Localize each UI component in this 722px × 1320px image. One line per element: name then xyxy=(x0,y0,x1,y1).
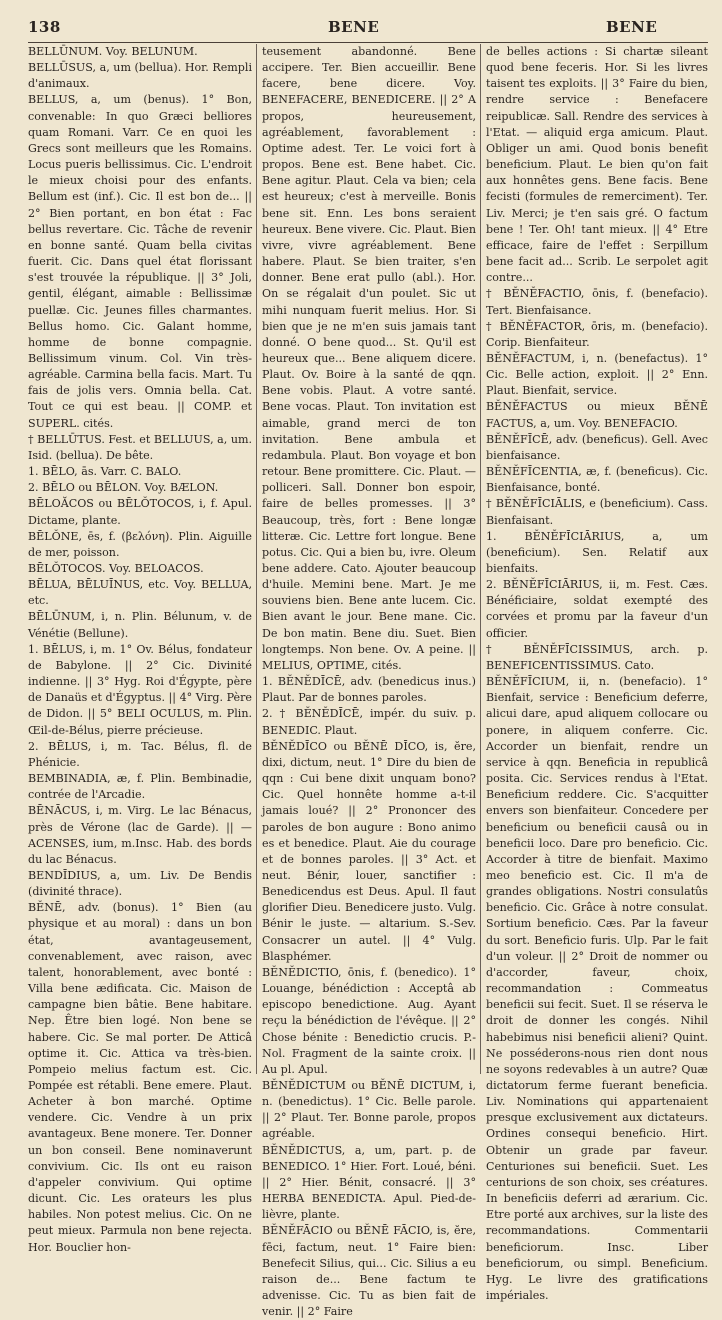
dictionary-entry: teusement abandonné. Bene accipere. Ter. Bien accueillir. Bene facere, bene dicere. Voy. BENEFACERE, BENEDICERE. || 2° A propos, heureusement, agréablement, favorablement : Optime adest. Ter. Le voici fort à propos. Bene est. Bene habet. Cic. Bene agitur. Plaut. Cela va bien; cela est heureux; c'est à merveille. Bonis bene sit. Enn. Les bons seraient heureux. Bene vivere. Cic. Plaut. Bien vivre, vivre agréablement. Bene habere. Plaut. Se bien traiter, s'en donner. Bene erat pullo (abl.). Hor. On se régalait d'un poulet. Sic ut mihi nunquam fuerit melius. Hor. Si bien que je ne m'en suis jamais tant donné. O bene quod... St. Qu'il est heureux que... Bene aliquem dicere. Plaut. Ov. Boire à la santé de qqn. Bene vobis. Plaut. A votre santé. Bene vocas. Plaut. Ton invitation est aimable, grand merci de ton invitation. Bene ambula et redambula. Plaut. Bon voyage et bon retour. Bene promittere. Cic. Plaut. — polliceri. Sall. Donner bon espoir, faire de belles promesses. || 3° Beaucoup, très, fort : Bene longæ litteræ. Cic. Lettre fort longue. Bene potus. Cic. Qui a bien bu, ivre. Oleum bene addere. Cato. Ajouter beaucoup d'huile. Memini bene. Mart. Je me souviens bien. Bene ante lucem. Cic. Bien avant le jour. Bene mane. Cic. De bon matin. Bene diu. Suet. Bien longtemps. Non bene. Ov. A peine. || MELIUS, OPTIME, cités. xyxy=(262,45,476,672)
dictionary-entry: BĔNĔDĪCO ou BĔNĒ DĪCO, is, ĕre, dixi, dictum, neut. 1° Dire du bien de qqn : Cui bene dixit unquam bono? Cic. Quel honnête homme a-t-il jamais loué? || 2° Prononcer des paroles de bon augure : Bono animo es et benedice. Plaut. Aie du courage et de bonnes paroles. || 3° Act. et neut. Bénir, louer, sanctifier : Benedicendus est Deus. Apul. Il faut glorifier Dieu. Benedicere justo. Vulg. Bénir le juste. — altarium. S.-Sev. Consacrer un autel. || 4° Vulg. Blasphémer. xyxy=(262,739,476,963)
running-head-right: BENE xyxy=(606,18,658,36)
column-1 xyxy=(28,44,253,1254)
dictionary-entry: BĔNĒ, adv. (bonus). 1° Bien (au physique et au moral) : dans un bon état, avantageusement, convenablement, avec raison, avec talent, honorablement, avec bonté : Villa bene ædificata. Cic. Maison de campagne bien bâtie. Bene habitare. Nep. Être bien logé. Non bene se habere. Cic. Se mal porter. De Atticâ optime it. Cic. Attica va très-bien. Pompeio melius factum est. Cic. Pompée est rétabli. Bene emere. Plaut. Acheter à bon marché. Optime vendere. Cic. Vendre à un prix avantageux. Bene monere. Ter. Donner un bon conseil. Bene nominaverunt convivium. Cic. Ils ont eu raison d'appeler convivium. Qui optime dicunt. Cic. Les orateurs les plus habiles. Non potest melius. Cic. On ne peut mieux. Parmula non bene rejecta. Hor. Bouclier hon- xyxy=(28,901,252,1254)
dictionary-entry: 2. BĒLO ou BĒLON. Voy. BÆLON. xyxy=(28,481,219,495)
dictionary-entry: 1. BĔNĔDĪCĒ, adv. (benedicus inus.) Plaut. Par de bonnes paroles. xyxy=(262,675,476,705)
running-head-center: BENE xyxy=(328,18,380,36)
page-number: 138 xyxy=(28,18,61,36)
dictionary-entry: † BĔNĔFĪCIĀLIS, e (beneficium). Cass. Bienfaisant. xyxy=(486,497,708,527)
dictionary-entry: BELLŪSUS, a, um (bellua). Hor. Rempli d'animaux. xyxy=(28,61,252,91)
dictionary-entry: BĒLOĂCOS ou BĒLŎTOCOS, i, f. Apul. Dictame, plante. xyxy=(28,497,252,527)
dictionary-entry: BĔNĔFĀCIO ou BĔNĒ FĀCIO, is, ĕre, fēci, factum, neut. 1° Faire bien: Benefecit Silius, qui... Cic. Silius a eu raison de... Bene factum te advenisse. Cic. Tu as bien fait de venir. || 2° Faire xyxy=(262,1224,476,1319)
dictionary-entry: 1. BĔNĔFĪCIĀRIUS, a, um (beneficium). Sen. Relatif aux bienfaits. xyxy=(486,529,708,575)
dictionary-entry: BĒLUA, BĒLUĪNUS, etc. Voy. BELLUA, etc. xyxy=(28,578,252,608)
dictionary-entry: 1. BĒLUS, i, m. 1° Ov. Bélus, fondateur de Babylone. || 2° Cic. Divinité indienne. || 3° Hyg. Roi d'Égypte, père de Danaüs et d'Égyptus. || 4° Virg. Père de Didon. || 5° BELI OCULUS, m. Plin. Œil-de-Bélus, pierre précieuse. xyxy=(28,642,252,737)
dictionary-entry: BĔNĔFACTUS ou mieux BĔNĒ FACTUS, a, um. Voy. BENEFACIO. xyxy=(486,400,708,430)
dictionary-entry: 2. BĔNĔFĪCIĀRIUS, ii, m. Fest. Cæs. Bénéficiaire, soldat exempté des corvées et promu par la faveur d'un officier. xyxy=(486,578,708,640)
dictionary-entry: 2. † BĔNĔDĪCĒ, impér. du suiv. p. BENEDIC. Plaut. xyxy=(262,707,476,737)
header-rule xyxy=(28,42,708,43)
dictionary-entry: † BĔNĔFACTIO, ōnis, f. (benefacio). Tert. Bienfaisance. xyxy=(486,287,708,317)
dictionary-entry: BĔNĔFĪCĒ, adv. (beneficus). Gell. Avec bienfaisance. xyxy=(486,432,708,462)
dictionary-entry: BEMBINADIA, æ, f. Plin. Bembinadie, contrée de l'Arcadie. xyxy=(28,772,252,802)
dictionary-entry: BELLUS, a, um (benus). 1° Bon, convenable: In quo Græci belliores quam Romani. Varr. Ce en quoi les Grecs sont meilleurs que les Romains. Locus pueris bellissimus. Cic. L'endroit le mieux choisi pour des enfants. Bellum est (inf.). Cic. Il est bon de... || 2° Bien portant, en bon état : Fac bellus revertare. Cic. Tâche de revenir en bonne santé. Quam bella civitas fuerit. Cic. Dans quel état florissant s'est trouvée la république. || 3° Joli, gentil, élégant, aimable : Bellissimæ puellæ. Cic. Jeunes filles charmantes. Bellus homo. Cic. Galant homme, homme de bonne compagnie. Bellissimum vinum. Col. Vin très-agréable. Carmina bella facis. Mart. Tu fais de jolis vers. Omnia bella. Cat. Tout ce qui est beau. || COMP. et SUPERL. cités. xyxy=(28,93,252,430)
dictionary-entry: BĔNĔDICTUS, a, um, part. p. de BENEDICO. 1° Hier. Fort. Loué, béni. || 2° Hier. Bénit, consacré. || 3° HERBA BENEDICTA. Apul. Pied-de-lièvre, plante. xyxy=(262,1143,476,1222)
dictionary-entry: † BĔNĔFĪCISSIMUS, arch. p. BENEFICENTISSIMUS. Cato. xyxy=(486,642,708,672)
dictionary-entry: 1. BĒLO, ās. Varr. C. BALO. xyxy=(28,465,182,479)
dictionary-entry: BENDĪDIUS, a, um. Liv. De Bendis (divinité thrace). xyxy=(28,868,252,899)
dictionary-entry: BĒLŪNUM, i, n. Plin. Bélunum, v. de Vénétie (Bellune). xyxy=(28,610,252,640)
dictionary-entry: BĒLŎNE, ēs, f. (βελόνη). Plin. Aiguille de mer, poisson. xyxy=(28,529,252,559)
column-divider-1 xyxy=(256,44,257,1074)
dictionary-entry: 2. BĒLUS, i, m. Tac. Bélus, fl. de Phénicie. xyxy=(28,739,252,769)
dictionary-entry: BELLŪNUM. Voy. BELUNUM. xyxy=(28,45,198,58)
dictionary-entry: BĔNĔDICTUM ou BĔNĒ DICTUM, i, n. (benedictus). 1° Cic. Belle parole. || 2° Plaut. Ter. Bonne parole, propos agréable. xyxy=(262,1079,476,1141)
dictionary-entry: de belles actions : Si chartæ sileant quod bene feceris. Hor. Si les livres taisent tes exploits. || 3° Faire du bien, rendre service : Benefacere reipublicæ. Sall. Rendre des services à l'Etat. — aliquid erga amicum. Plaut. Obliger un ami. Quod bonis benefit beneficium. Plaut. Le bien qu'on fait aux honnêtes gens. Bene facis. Bene fecisti (formules de remerciment). Ter. Liv. Merci; je t'en sais gré. O factum bene ! Ter. Oh! tant mieux. || 4° Etre efficace, faire de l'effet : Serpillum bene facit ad... Scrib. Le serpolet agit contre... xyxy=(486,45,708,285)
dictionary-entry: † BĔNĔFACTOR, ōris, m. (benefacio). Corip. Bienfaiteur. xyxy=(486,319,708,349)
dictionary-entry: BĒNĀCUS, i, m. Virg. Le lac Bénacus, près de Vérone (lac de Garde). || — ACENSES, ium, m.Insc. Hab. des bords du lac Bénacus. xyxy=(28,804,252,866)
dictionary-entry: BĔNĔFACTUM, i, n. (benefactus). 1° Cic. Belle action, exploit. || 2° Enn. Plaut. Bienfait, service. xyxy=(486,351,708,398)
dictionary-entry: BĔNĔDICTIO, ōnis, f. (benedico). 1° Louange, bénédiction : Acceptâ ab episcopo benedictione. Aug. Ayant reçu la bénédiction de l'évêque. || 2° Chose bénite : Benedictio crucis. P.-Nol. Fragment de la sainte croix. || Au pl. Apul. xyxy=(262,965,476,1076)
column-2 xyxy=(262,44,476,1319)
dictionary-entry: BĔNĔFĪCIUM, ii, n. (benefacio). 1° Bienfait, service : Beneficium deferre, alicui dare, apud aliquem collocare ou ponere, in aliquem conferre. Cic. Accorder un bienfait, rendre un service à qqn. Beneficia in republicâ posita. Cic. Services rendus à l'Etat. Beneficium reddere. Cic. S'acquitter envers son bienfaiteur. Concedere per beneficium ou beneficii causâ ou in beneficii loco. Dare pro beneficio. Cic. Accorder à titre de bienfait. Maximo meo beneficio est. Cic. Il m'a de grandes obligations. Nostri consulatûs beneficio. Cic. Grâce à notre consulat. Sortium beneficio. Cæs. Par la faveur du sort. Beneficio furis. Ulp. Par le fait d'un voleur. || 2° Droit de nommer ou d'accorder, faveur, choix, recommandation : Commeatus beneficii sui fecit. Suet. Il se réserva le droit de donner les congés. Nihil habebimus nisi beneficii alieni? Quint. Ne posséderons-nous rien dont nous ne soyons redevables à un autre? Quæ dictatorum ferme fuerant beneficia. Liv. Nominations qui appartenaient presque exclusivement aux dictateurs. Ordines consequi beneficio. Hirt. Obtenir un grade par faveur. Centuriones sui beneficii. Suet. Les centurions de son choix, ses créatures. In beneficiis deferri ad ærarium. Cic. Etre porté aux archives, sur la liste des recommandations. Commentarii beneficiorum. Insc. Liber beneficiorum, ou simpl. Beneficium. Hyg. Le livre des gratifications impériales. xyxy=(486,675,708,1303)
running-header xyxy=(28,18,706,40)
dictionary-entry: BĔNĔFĪCENTIA, æ, f. (beneficus). Cic. Bienfaisance, bonté. xyxy=(486,465,708,495)
column-divider-2 xyxy=(480,44,481,1074)
dictionary-entry: † BELLŪTUS. Fest. et BELLUUS, a, um. Isid. (bellua). De bête. xyxy=(28,432,253,462)
column-3 xyxy=(486,44,708,1303)
dictionary-entry: BĒLŎTOCOS. Voy. BELOACOS. xyxy=(28,562,204,575)
